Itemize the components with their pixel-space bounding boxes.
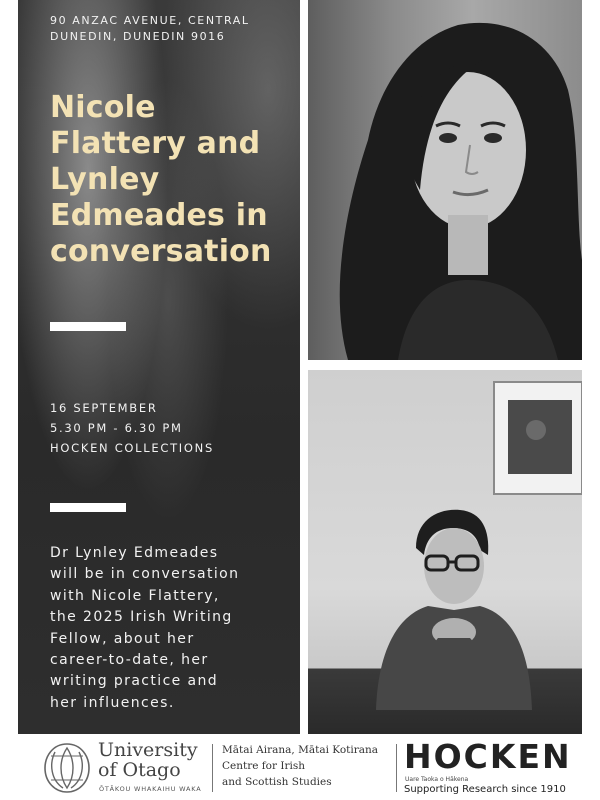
- venue-address: [50, 13, 290, 45]
- centre-line: and Scottish Studies: [222, 776, 332, 788]
- title-line: Lynley: [50, 162, 160, 197]
- title-line: Edmeades in: [50, 198, 268, 233]
- description-line: will be in conversation: [50, 566, 240, 583]
- otago-subtitle: ŌTĀKOU WHAKAIHU WAKA: [99, 785, 202, 793]
- event-title: [50, 90, 300, 270]
- event-venue: HOCKEN COLLECTIONS: [50, 441, 214, 455]
- hocken-tagline: Supporting Research since 1910: [404, 784, 566, 795]
- otago-crest-icon: [43, 742, 91, 794]
- description-line: Fellow, about her: [50, 630, 195, 647]
- title-line: Flattery and: [50, 126, 261, 161]
- event-time: 5.30 PM - 6.30 PM: [50, 421, 183, 435]
- description-line: career-to-date, her: [50, 652, 209, 669]
- logo-divider: [212, 744, 213, 792]
- partner-logos: [0, 736, 600, 800]
- description-line: her influences.: [50, 694, 175, 711]
- description-line: the 2025 Irish Writing: [50, 609, 233, 626]
- centre-line: Mātai Airana, Mātai Kotirana: [222, 744, 379, 756]
- portrait-photo-nicole: [308, 0, 582, 360]
- otago-logo-text: [98, 740, 213, 780]
- event-info-panel: [18, 0, 300, 734]
- portrait-photo-lynley: [308, 370, 582, 734]
- divider-bar: [50, 503, 126, 512]
- logo-divider: [396, 744, 397, 792]
- portrait-illustration: [308, 370, 582, 734]
- hocken-maori-name: Uare Taoka o Hākena: [405, 776, 469, 783]
- description-line: with Nicole Flattery,: [50, 587, 220, 604]
- hocken-wordmark: HOCKEN: [404, 737, 572, 776]
- event-date: 16 SEPTEMBER: [50, 401, 158, 415]
- address-line: DUNEDIN, DUNEDIN 9016: [50, 30, 226, 43]
- otago-name-line: of Otago: [98, 759, 181, 781]
- title-line: conversation: [50, 234, 272, 269]
- otago-name-line: University: [98, 739, 198, 761]
- portrait-illustration: [308, 0, 582, 360]
- event-details: [50, 398, 290, 458]
- divider-bar: [50, 322, 126, 331]
- description-line: writing practice and: [50, 673, 219, 690]
- centre-irish-scottish-logo: [222, 742, 392, 790]
- event-description: [50, 543, 300, 714]
- address-line: 90 ANZAC AVENUE, CENTRAL: [50, 14, 250, 27]
- description-line: Dr Lynley Edmeades: [50, 545, 219, 561]
- title-line: Nicole: [50, 90, 156, 125]
- centre-line: Centre for Irish: [222, 760, 306, 772]
